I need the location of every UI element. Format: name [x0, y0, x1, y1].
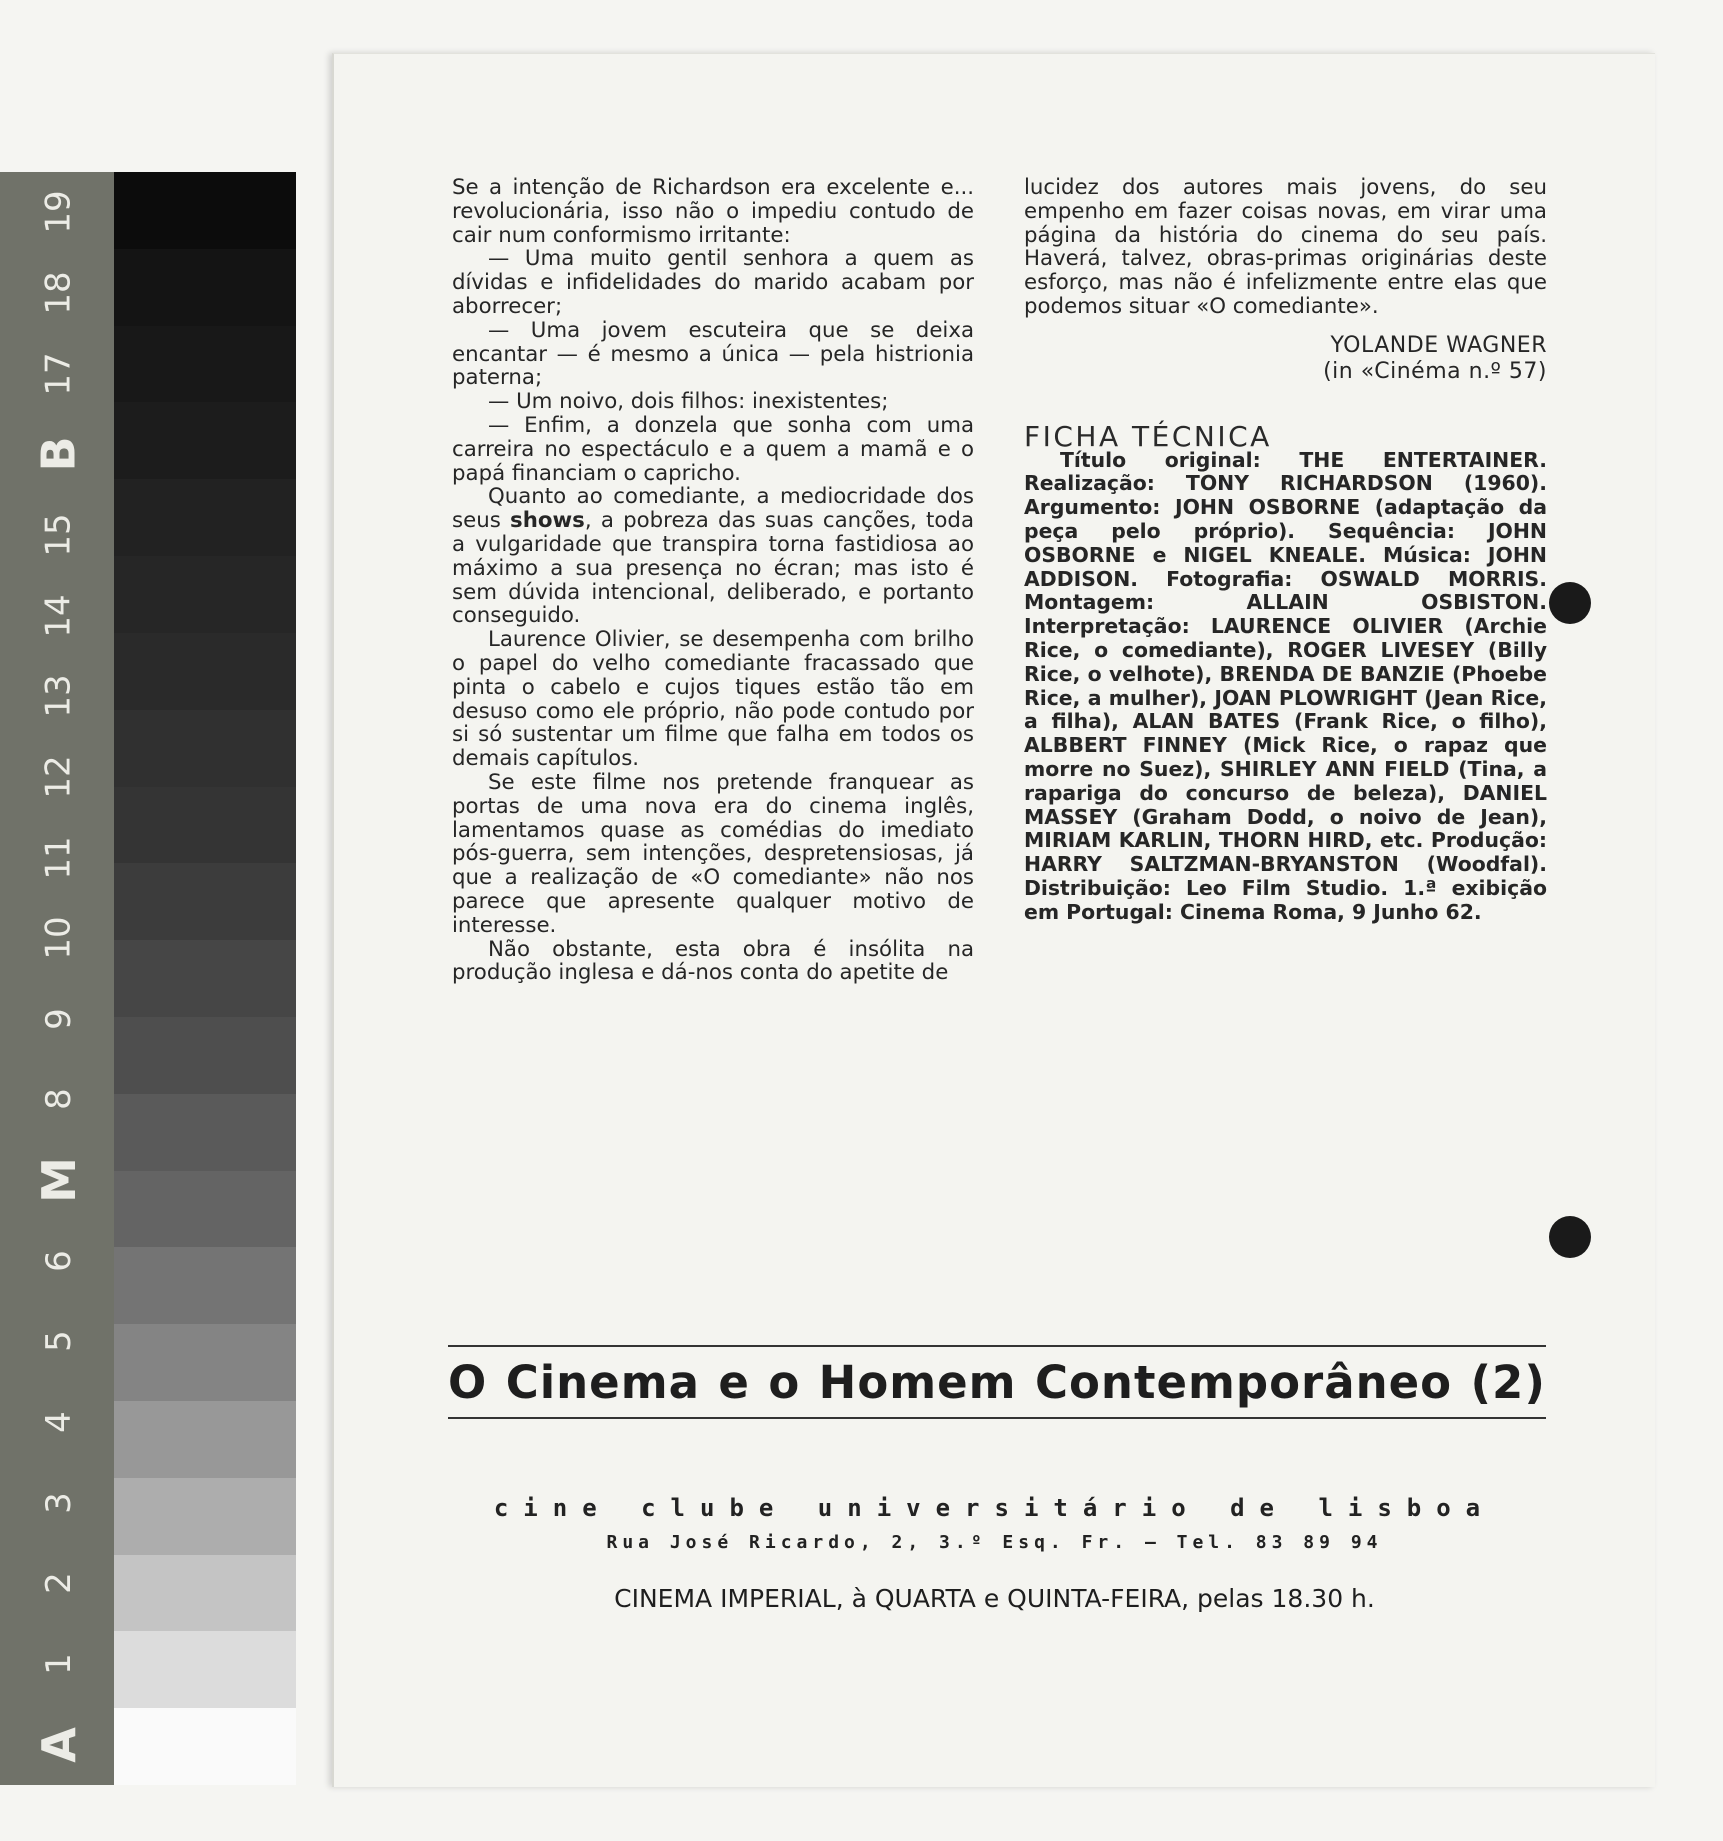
grayscale-calibration-strip [114, 172, 296, 1785]
calibration-label-text: M [32, 1157, 86, 1204]
article-left-column [452, 176, 974, 985]
gray-patch [114, 1094, 296, 1171]
gray-patch [114, 402, 296, 479]
calibration-labels [0, 172, 118, 1785]
calibration-label [0, 1705, 118, 1785]
paragraph: — Um noivo, dois filhos: inexistentes; [488, 389, 889, 415]
source-citation: (in «Cinéma n.º 57) [1323, 358, 1547, 384]
technical-credits: Título original: THE ENTERTAINER. Realização: TONY RICHARDSON (1960). Argumento: JOHN OSBORNE (adaptação da peça pelo próprio). Sequência: JOHN OSBORNE e NIGEL KNEALE. Música: JOHN ADDISON. Fotografia: OSWALD MORRIS. Montagem: ALLAIN OSBISTON. Interpretação: LAURENCE OLIVIER (Archie Rice, o comediante), ROGER LIVESEY (Billy Rice, o velhote), BRENDA DE BANZIE (Phoebe Rice, a mulher), JOAN PLOWRIGHT (Jean Rice, a filha), ALAN BATES (Frank Rice, o filho), ALBBERT FINNEY (Mick Rice, o rapaz que morre no Suez), SHIRLEY ANN FIELD (Tina, a rapariga do concurso de beleza), DANIEL MASSEY (Graham Dodd, o noivo de Jean), MIRIAM KARLIN, THORN HIRD, etc. Produção: HARRY SALTZMAN-BRYANSTON (Woodfal). Distribuição: Leo Film Studio. 1.ª exibição em Portugal: Cinema Roma, 9 Junho 62. [1024, 447, 1547, 924]
paragraph: — Enfim, a donzela que sonha com uma carreira no espectáculo e a quem a mamã e o papá financiam o capricho. [452, 412, 974, 486]
author-signature [1024, 333, 1547, 385]
section-heading: FICHA TÉCNICA [1024, 419, 1272, 453]
gray-patch [114, 1171, 296, 1248]
paragraph: — Uma jovem escuteira que se deixa encantar — é mesmo a única — pela histrionia paterna; [452, 317, 974, 391]
calibration-label [0, 172, 118, 252]
gray-patch [114, 863, 296, 940]
punch-hole [1549, 582, 1591, 624]
calibration-label [0, 1382, 118, 1462]
calibration-label-text: 15 [38, 513, 79, 557]
club-address: Rua José Ricardo, 2, 3.º Esq. Fr. – Tel. 83 89 94 [606, 1532, 1383, 1553]
calibration-label [0, 576, 118, 656]
series-title-word: (2) [1470, 1356, 1546, 1409]
calibration-label-text: 2 [38, 1572, 79, 1595]
series-title-word: Homem [818, 1356, 1017, 1409]
screening-info: CINEMA IMPERIAL, à QUARTA e QUINTA-FEIRA, pelas 18.30 h. [614, 1584, 1375, 1613]
calibration-label [0, 1301, 118, 1381]
series-title-word: O [448, 1356, 488, 1409]
calibration-label-text: 10 [38, 916, 79, 960]
gray-patch [114, 172, 296, 249]
gray-patch [114, 1017, 296, 1094]
gray-patch [114, 940, 296, 1017]
calibration-label-text: 9 [38, 1007, 79, 1030]
calibration-label-text: A [31, 1726, 86, 1763]
calibration-label [0, 1221, 118, 1301]
gray-patch [114, 479, 296, 556]
calibration-label-text: 3 [38, 1491, 79, 1514]
paragraph: Não obstante, esta obra é insólita na produção inglesa e dá-nos conta do apetite de [452, 936, 974, 986]
gray-patch [114, 1324, 296, 1401]
gray-patch [114, 1478, 296, 1555]
calibration-label [0, 334, 118, 414]
calibration-label [0, 898, 118, 978]
calibration-label-text: 4 [38, 1411, 79, 1433]
calibration-label [0, 495, 118, 575]
calibration-label-text: 14 [38, 593, 79, 638]
punch-hole [1549, 1216, 1591, 1258]
series-title [448, 1356, 1546, 1409]
calibration-label-text: 1 [38, 1653, 79, 1675]
series-title-word: Contemporâneo [1034, 1356, 1453, 1409]
article-right-column [1024, 176, 1547, 925]
calibration-label-text: 5 [38, 1330, 79, 1353]
calibration-label [0, 253, 118, 333]
text: , a pobreza das suas canções, toda a vulgaridade que transpira torna fastidiosa ao máximo a sua presença no écran; mas isto é sem dúvida intencional, deliberado, e portanto conseguido. [452, 508, 974, 629]
calibration-label [0, 656, 118, 736]
calibration-label-text: 19 [38, 190, 79, 234]
top-rule [448, 1345, 1546, 1347]
author-name: YOLANDE WAGNER [1330, 332, 1547, 358]
calibration-label [0, 818, 118, 898]
gray-patch [114, 1247, 296, 1324]
bottom-rule [448, 1417, 1546, 1419]
emphasis: shows [510, 508, 585, 534]
gray-patch [114, 1401, 296, 1478]
paragraph: — Uma muito gentil senhora a quem as dívidas e infidelidades do marido acabam por aborrecer; [452, 246, 974, 319]
paragraph: Se este filme nos pretende franquear as portas de uma nova era do cinema inglês, lamentamos quase as comédias do imediato pós-guerra, sem intenções, despretensiosas, já que a realização de «O comediante» não nos parece que apresente qualquer motivo de interesse. [452, 769, 974, 938]
gray-patch [114, 1631, 296, 1708]
gray-patch [114, 633, 296, 710]
calibration-label [0, 1463, 118, 1543]
calibration-label [0, 1140, 118, 1220]
paragraph: Laurence Olivier, se desempenha com brilho o papel do velho comediante fracassado que pinta o cabelo e cujos tiques estão tão em desuso como ele próprio, não pode contudo por si só sustentar um filme que falha em todos os demais capítulos. [452, 627, 974, 772]
gray-patch [114, 1555, 296, 1632]
series-title-word: o [768, 1356, 801, 1409]
calibration-label-text: B [32, 436, 86, 472]
calibration-label-text: 18 [38, 271, 79, 315]
gray-patch [114, 249, 296, 326]
club-name: cine clube universitário de lisboa [493, 1494, 1496, 1522]
paragraph [452, 485, 974, 628]
gray-patch [114, 326, 296, 403]
calibration-label-text: 13 [38, 674, 79, 718]
calibration-label [0, 1624, 118, 1704]
calibration-label [0, 414, 118, 494]
paragraph: Se a intenção de Richardson era excelente e... revolucionária, isso não o impediu contudo de cair num conformismo irritante: [452, 175, 974, 248]
document-page [332, 53, 1655, 1787]
calibration-label-text: 8 [38, 1088, 79, 1111]
calibration-label [0, 1543, 118, 1623]
calibration-label-text: 12 [38, 755, 79, 799]
calibration-label [0, 737, 118, 817]
calibration-label-text: 11 [38, 835, 79, 880]
calibration-label [0, 1059, 118, 1139]
calibration-label-text: 6 [38, 1249, 79, 1272]
calibration-label-text: 17 [38, 351, 79, 396]
text: Quanto ao comediante, a mediocridade dos seus [452, 484, 974, 534]
gray-patch [114, 787, 296, 864]
calibration-label [0, 979, 118, 1059]
series-title-word: Cinema [505, 1356, 700, 1409]
paragraph: lucidez dos autores mais jovens, do seu empenho em fazer coisas novas, em virar uma página da história do cinema do seu país. Haverá, talvez, obras-primas originárias deste esforço, mas não é infelizmente entre elas que podemos situar «O comediante». [1024, 175, 1547, 319]
gray-patch [114, 710, 296, 787]
gray-patch [114, 1708, 296, 1785]
series-title-word: e [718, 1356, 750, 1409]
gray-patch [114, 556, 296, 633]
